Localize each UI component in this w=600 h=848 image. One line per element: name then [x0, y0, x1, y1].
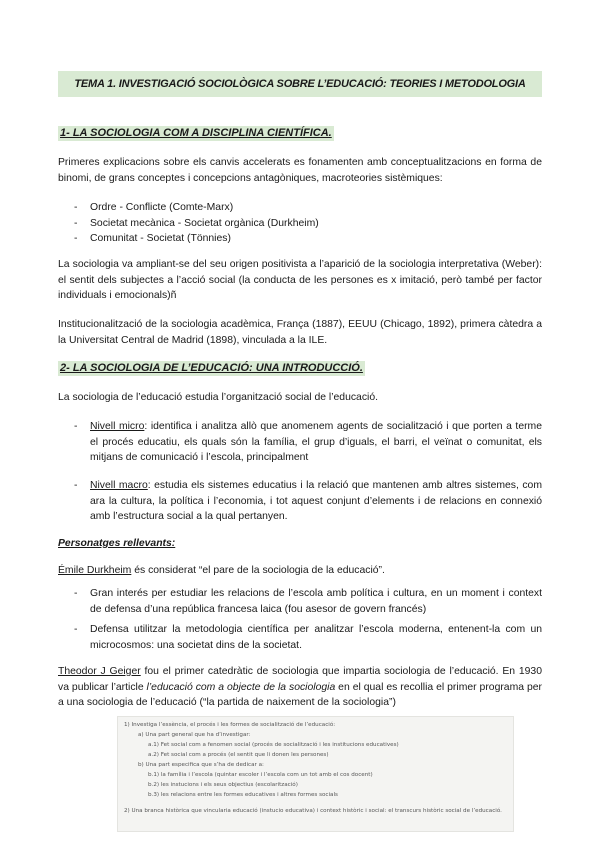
- levels-list-macro: [58, 478, 542, 525]
- durkheim-paragraph: [58, 563, 542, 579]
- list-item: - Societat mecànica - Societat orgànica (Durkheim): [58, 216, 542, 232]
- embedded-line: 1) Investiga l’essència, el procés i les formes de socialització de l’educació:: [124, 722, 336, 728]
- section-1-heading: 1- LA SOCIOLOGIA COM A DISCIPLINA CIENTÍFICA.: [60, 127, 332, 139]
- section-1-paragraph-weber: La sociologia va ampliant-se del seu origen positivista a l’aparició de la sociologia interpretativa (Weber): el sentit dels subjectes a l’acció social (la conducta de les persones es x imitació, però també per factor individuals i emocionals)ñ: [58, 259, 542, 301]
- embedded-line: b.2) les instucions i els seus objectius (escolarització): [148, 782, 298, 788]
- levels-list: [58, 419, 542, 466]
- geiger-text-1: fou el primer catedràtic de sociologia que impartia sociologia de l’educació. En 1930 va publicar l’article: [58, 666, 542, 693]
- list-item: - Gran interés per estudiar les relacions de l’escola amb política i cultura, en un moment i context de defensa d’una república francesa laica (fou asesor de govern francés): [58, 586, 542, 617]
- embedded-line: a.1) Fet social com a fenomen social (procés de socialització i les institucions educatives): [148, 742, 399, 748]
- list-item: - Defensa utilitzar la metodologia científica per analitzar l’escola moderna, entenent-la com un microcosmos: una societat dins de la societat.: [58, 622, 542, 653]
- list-item: - Comunitat - Societat (Tönnies): [58, 231, 542, 247]
- durkheim-text: és considerat “el pare de la sociologia de la educació”.: [131, 565, 385, 576]
- embedded-line: a) Una part general que ha d’investigar:: [138, 732, 251, 738]
- personatges-heading: Personatges rellevants:: [58, 538, 176, 549]
- geiger-paragraph: [58, 664, 542, 711]
- micro-label: Nivell micro: [90, 421, 145, 432]
- geiger-text-2: en el qual es recollia el primer programa per a una sociologia de l’educació (“la partida de naixement de la sociologia”): [58, 681, 542, 708]
- embedded-line: 2) Una branca històrica que vincularia educació (instucio educativa) i context històric i social: el transcurs històric social de l’educació.: [124, 808, 502, 814]
- geiger-name: Theodor J Geiger: [58, 666, 141, 677]
- embedded-line: b) Una part especifica que s’ha de dedicar a:: [138, 762, 264, 768]
- section-1-intro: Primeres explicacions sobre els canvis accelerats es fonamenten amb conceptualitzacions en forma de binomi, de grans conceptes i concepcions antagòniques, macroteories sistèmiques:: [58, 157, 542, 184]
- micro-text: : identifica i analitza allò que anomenem agents de socialització i que porten a terme el procés educatiu, els quals són la família, el grup d’iguals, el barri, el veïnat o comunitat, els mitjans de comunicació i l’escola, principalment: [90, 421, 542, 463]
- embedded-line: a.2) Fet social com a procés (el sentit que li donen les persones): [148, 752, 329, 758]
- embedded-line: b.3) les relacions entre les formes educatives i altres formes socials: [148, 792, 338, 798]
- section-2-intro: La sociologia de l’educació estudia l’organització social de l’educació.: [58, 392, 378, 403]
- embedded-line: b.1) la família i l’escola (quintar escoler i l’escola com un tot amb el cos docent): [148, 772, 373, 778]
- macro-label: Nivell macro: [90, 480, 148, 491]
- binomi-list: [58, 200, 542, 247]
- durkheim-name: Émile Durkheim: [58, 565, 132, 576]
- durkheim-list: [58, 586, 542, 653]
- section-2-heading: 2- LA SOCIOLOGIA DE L’EDUCACIÓ: UNA INTRODUCCIÓ.: [60, 362, 363, 374]
- section-1-paragraph-institucionalitzacio: Institucionalització de la sociologia acadèmica, França (1887), EEUU (Chicago, 1892), primera càtedra a la Universitat Central de Madrid (1898), vinculada a la ILE.: [58, 319, 542, 346]
- macro-text: : estudia els sistemes educatius i la relació que mantenen amb altres sistemes, com ara la cultura, la política i l’economia, i tot aquest conjunt d’elements i de relacions en connexió amb l’estructura social a la qual pertanyen.: [90, 480, 542, 522]
- geiger-article-title: l’educació com a objecte de la sociologia: [146, 681, 336, 693]
- embedded-program-image: [117, 716, 514, 832]
- list-item: - Ordre - Conflicte (Comte-Marx): [58, 200, 542, 216]
- list-item-macro: [58, 478, 542, 525]
- list-item-micro: [58, 419, 542, 466]
- document-title: TEMA 1. INVESTIGACIÓ SOCIOLÒGICA SOBRE L’EDUCACIÓ: TEORIES I METODOLOGIA: [58, 71, 542, 97]
